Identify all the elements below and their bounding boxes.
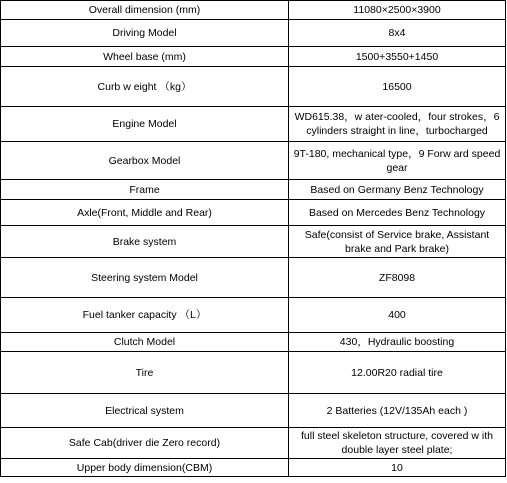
spec-label: Brake system: [1, 226, 289, 258]
spec-label: Wheel base (mm): [1, 47, 289, 67]
table-row: [1, 1, 506, 20]
table-row: [1, 180, 506, 200]
spec-value: 8x4: [289, 20, 506, 47]
spec-value: ZF8098: [289, 258, 506, 298]
spec-label: Tire: [1, 352, 289, 394]
spec-value: Safe(consist of Service brake, Assistant brake and Park brake): [289, 226, 506, 258]
spec-value: full steel skeleton structure, covered w ith double layer steel plate;: [289, 428, 506, 459]
spec-label: Axle(Front, Middle and Rear): [1, 200, 289, 226]
table-row: [1, 226, 506, 258]
spec-label: Fuel tanker capacity （L）: [1, 298, 289, 333]
table-row: [1, 67, 506, 107]
spec-label: Clutch Model: [1, 333, 289, 352]
spec-value: Based on Germany Benz Technology: [289, 180, 506, 200]
spec-label: Steering system Model: [1, 258, 289, 298]
table-row: [1, 333, 506, 352]
spec-label: Frame: [1, 180, 289, 200]
table-row: [1, 428, 506, 459]
table-row: [1, 20, 506, 47]
table-row: [1, 298, 506, 333]
spec-value: 9T-180, mechanical type，9 Forw ard speed gear: [289, 142, 506, 180]
spec-label: Gearbox Model: [1, 142, 289, 180]
spec-value: 400: [289, 298, 506, 333]
spec-label: Driving Model: [1, 20, 289, 47]
spec-label: Electrical system: [1, 394, 289, 428]
table-row: [1, 142, 506, 180]
spec-label: Overall dimension (mm): [1, 1, 289, 20]
spec-value: 10: [289, 459, 506, 477]
spec-value: 1500+3550+1450: [289, 47, 506, 67]
spec-label: Curb w eight （kg）: [1, 67, 289, 107]
table-row: [1, 459, 506, 477]
spec-value: 2 Batteries (12V/135Ah each ): [289, 394, 506, 428]
table-row: [1, 200, 506, 226]
table-row: [1, 47, 506, 67]
table-row: [1, 394, 506, 428]
spec-label: Upper body dimension(CBM): [1, 459, 289, 477]
spec-value: 12.00R20 radial tire: [289, 352, 506, 394]
spec-value: Based on Mercedes Benz Technology: [289, 200, 506, 226]
table-row: [1, 107, 506, 142]
spec-label: Safe Cab(driver die Zero record): [1, 428, 289, 459]
table-row: [1, 258, 506, 298]
spec-label: Engine Model: [1, 107, 289, 142]
spec-value: 11080×2500×3900: [289, 1, 506, 20]
table-row: [1, 352, 506, 394]
spec-value: WD615.38，w ater-cooled，four strokes，6 cylinders straight in line，turbocharged: [289, 107, 506, 142]
spec-value: 16500: [289, 67, 506, 107]
spec-value: 430，Hydraulic boosting: [289, 333, 506, 352]
